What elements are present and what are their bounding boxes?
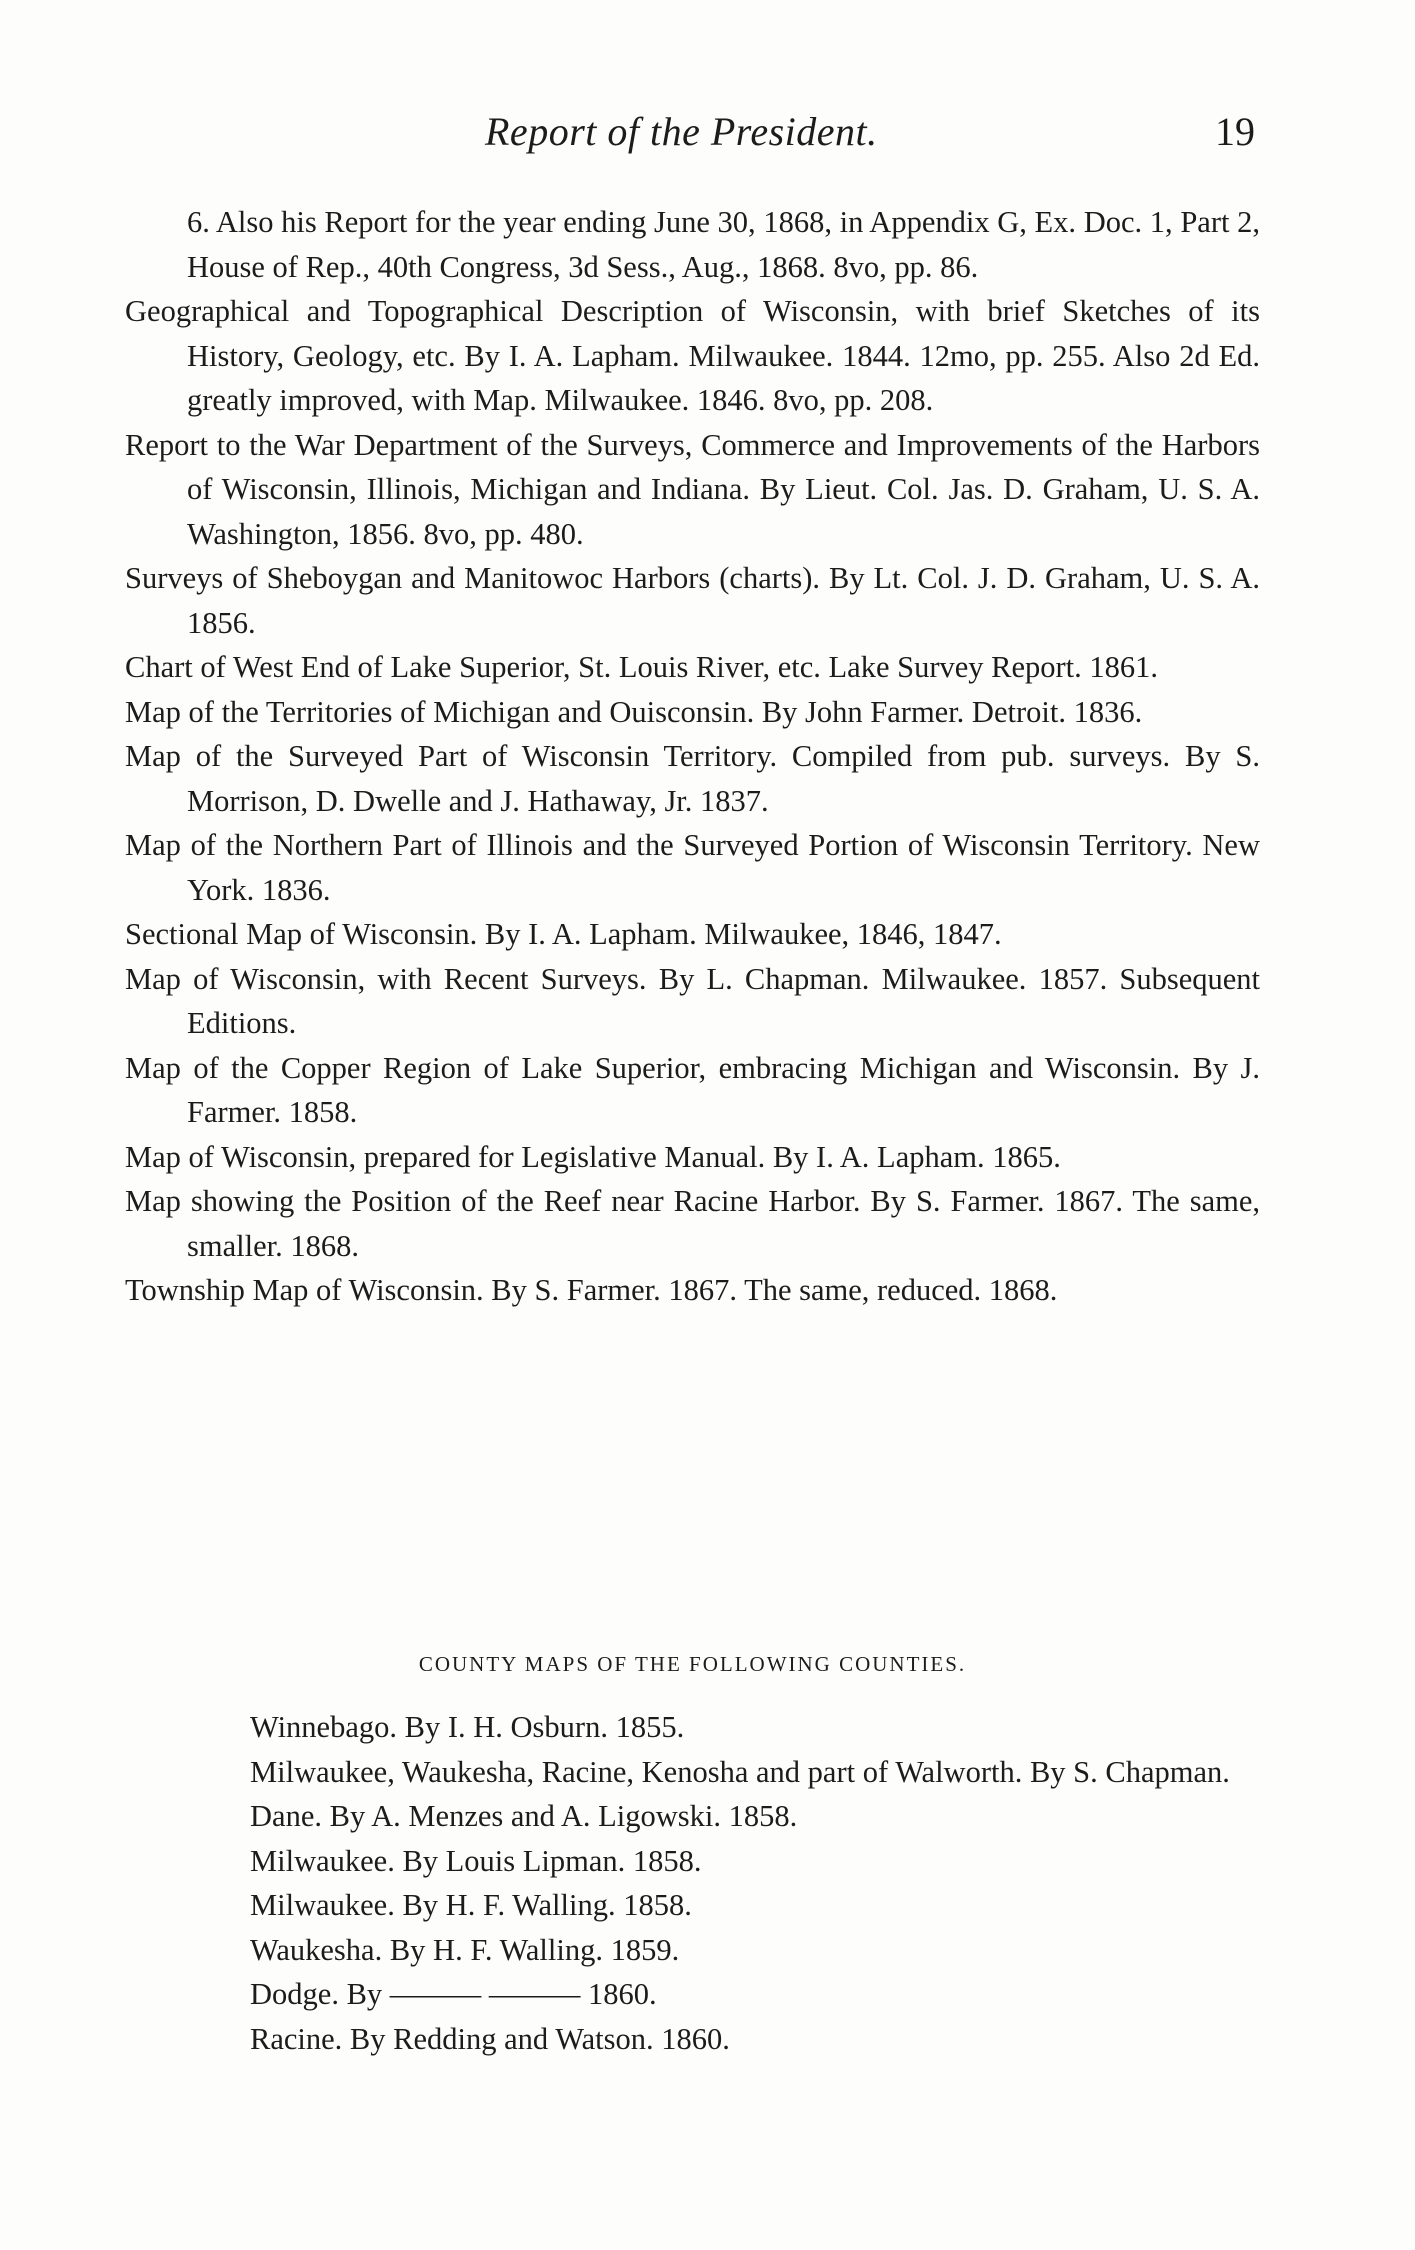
- bibliography-entry: Map of Wisconsin, with Recent Surveys. By L. Chapman. Milwaukee. 1857. Subsequent Editions.: [125, 961, 1260, 1040]
- bibliography-entry: Sectional Map of Wisconsin. By I. A. Lapham. Milwaukee, 1846, 1847.: [125, 917, 1002, 951]
- bibliography-list: [125, 200, 1260, 1313]
- bibliography-entry: Report to the War Department of the Surveys, Commerce and Improvements of the Harbors of Wisconsin, Illinois, Michigan and Indiana. By Lieut. Col. Jas. D. Graham, U. S. A. Washington, 1856. 8vo, pp. 480.: [125, 427, 1260, 551]
- county-map-entry: Racine. By Redding and Watson. 1860.: [250, 2021, 730, 2056]
- section-heading: COUNTY MAPS OF THE FOLLOWING COUNTIES.: [418, 1652, 967, 1676]
- county-map-list: [250, 1705, 1260, 2061]
- county-map-entry: Dodge. By ——— ——— 1860.: [250, 1977, 657, 2011]
- bibliography-entry: Map of the Copper Region of Lake Superior, embracing Michigan and Wisconsin. By J. Farmer. 1858.: [125, 1050, 1260, 1129]
- bibliography-entry: Map of the Territories of Michigan and Ouisconsin. By John Farmer. Detroit. 1836.: [125, 694, 1143, 729]
- bibliography-entry: Map showing the Position of the Reef near Racine Harbor. By S. Farmer. 1867. The same, smaller. 1868.: [125, 1184, 1260, 1263]
- bibliography-entry: Map of the Surveyed Part of Wisconsin Territory. Compiled from pub. surveys. By S. Morrison, D. Dwelle and J. Hathaway, Jr. 1837.: [125, 739, 1260, 818]
- bibliography-entry: Chart of West End of Lake Superior, St. Louis River, etc. Lake Survey Report. 1861.: [125, 650, 1159, 684]
- county-map-entry: Milwaukee. By Louis Lipman. 1858.: [250, 1843, 702, 1878]
- bibliography-entry: Map of the Northern Part of Illinois and the Surveyed Portion of Wisconsin Territory. New York. 1836.: [125, 828, 1260, 907]
- bibliography-entry: Township Map of Wisconsin. By S. Farmer. 1867. The same, reduced. 1868.: [125, 1273, 1058, 1307]
- bibliography-entry: Geographical and Topographical Description of Wisconsin, with brief Sketches of its History, Geology, etc. By I. A. Lapham. Milwaukee. 1844. 12mo, pp. 255. Also 2d Ed. greatly improved, with Map. Milwaukee. 1846. 8vo, pp. 208.: [125, 294, 1260, 417]
- page-number: 19: [1215, 109, 1255, 154]
- bibliography-entry: Surveys of Sheboygan and Manitowoc Harbors (charts). By Lt. Col. J. D. Graham, U. S. A. 1856.: [125, 561, 1260, 640]
- bibliography-entry: Map of Wisconsin, prepared for Legislative Manual. By I. A. Lapham. 1865.: [125, 1139, 1061, 1174]
- county-map-entry: Milwaukee, Waukesha, Racine, Kenosha and part of Walworth. By S. Chapman.: [250, 1754, 1230, 1789]
- running-head: [125, 108, 1265, 158]
- county-map-entry: Dane. By A. Menzes and A. Ligowski. 1858.: [250, 1799, 798, 1833]
- county-map-entry: Winnebago. By I. H. Osburn. 1855.: [250, 1710, 685, 1744]
- bibliography-entry: 6. Also his Report for the year ending June 30, 1868, in Appendix G, Ex. Doc. 1, Part 2, House of Rep., 40th Congress, 3d Sess., Aug., 1868. 8vo, pp. 86.: [187, 205, 1260, 284]
- county-map-entry: Waukesha. By H. F. Walling. 1859.: [250, 1932, 680, 1967]
- county-map-entry: Milwaukee. By H. F. Walling. 1858.: [250, 1888, 692, 1922]
- running-title: Report of the President.: [485, 109, 878, 154]
